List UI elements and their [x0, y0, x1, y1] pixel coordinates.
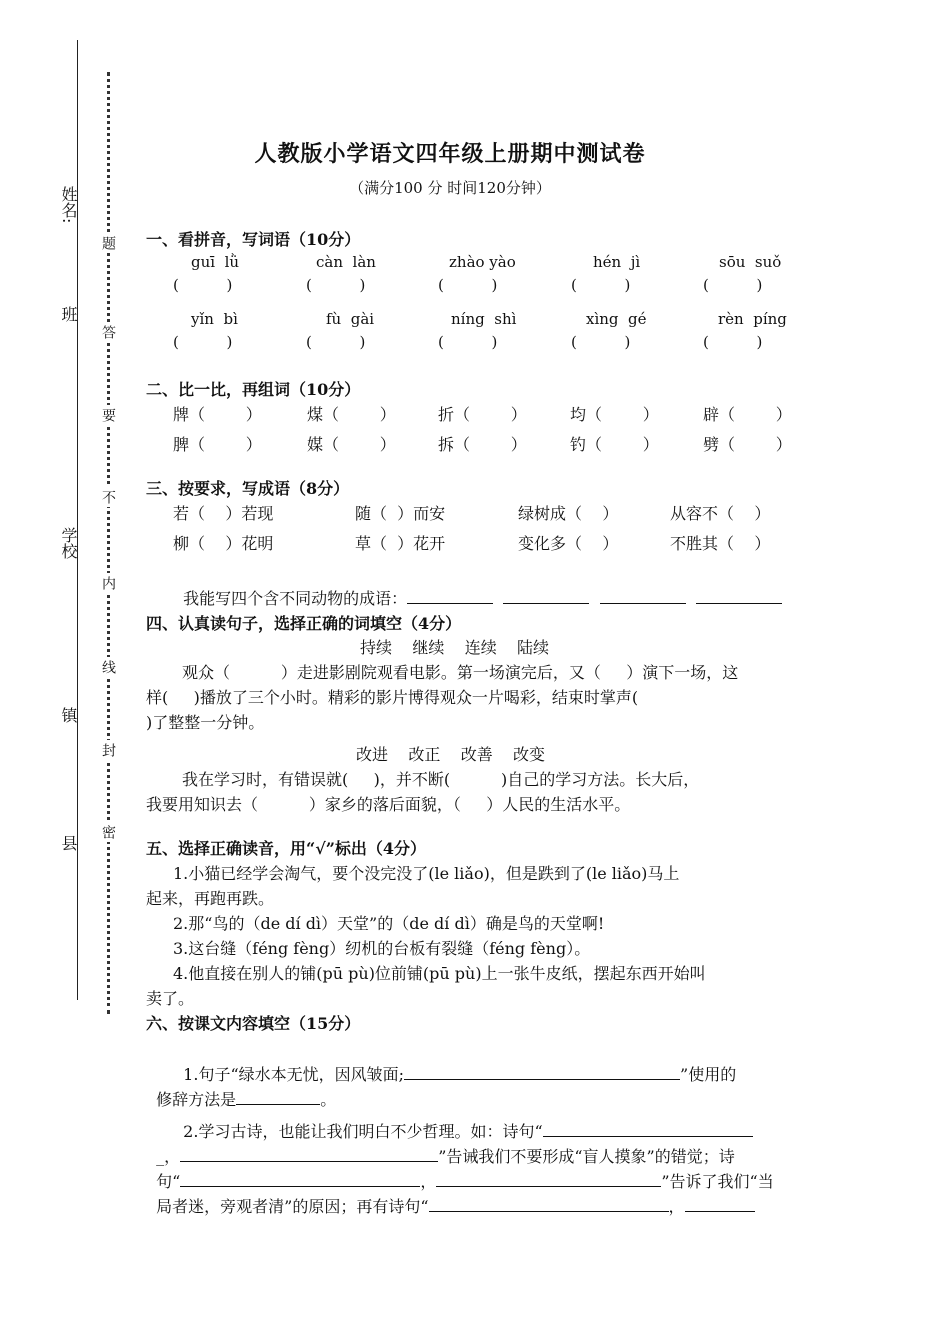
passage-1-line-2: 样( )播放了三个小时。精彩的影片博得观众一片喝彩，结束时掌声(	[146, 688, 639, 707]
answer-blank[interactable]	[404, 1063, 680, 1080]
seal-dotted-line	[107, 72, 110, 1014]
seal-char-yao: 要	[101, 405, 115, 425]
answer-blank[interactable]: ( )	[571, 333, 631, 351]
idiom-item[interactable]: 从容不（ ）	[670, 504, 771, 523]
passage-2-line-2: 我要用知识去（ ）家乡的落后面貌，（ ）人民的生活水平。	[146, 795, 631, 814]
answer-blank[interactable]: ( )	[306, 333, 366, 351]
compare-item[interactable]: 辟（ ）	[703, 405, 792, 424]
section-5-heading: 五、选择正确读音，用“√”标出（4分）	[146, 839, 427, 858]
pronunciation-q3[interactable]: 3.这台缝（féng fèng）纫机的台板有裂缝（féng fèng）。	[173, 939, 591, 958]
idiom-item[interactable]: 不胜其（ ）	[670, 534, 771, 553]
class-label: 班	[59, 306, 78, 322]
fill-q2-text: ，	[420, 1172, 437, 1191]
compare-item[interactable]: 拆（ ）	[438, 435, 527, 454]
compare-item[interactable]: 劈（ ）	[703, 435, 792, 454]
fill-q2-text: 2.学习古诗，也能让我们明白不少哲理。如：诗句“	[183, 1122, 543, 1141]
seal-char-mi: 密	[101, 822, 115, 842]
compare-item[interactable]: 脾（ ）	[173, 435, 262, 454]
county-label: 县	[59, 835, 78, 851]
pinyin-item: zhào yào	[449, 253, 516, 271]
answer-blank[interactable]: ( )	[438, 276, 498, 294]
word-choices-2: 改进 改正 改善 改变	[356, 745, 546, 764]
seal-char-da: 答	[101, 322, 115, 342]
name-label: 姓名:	[59, 186, 78, 224]
pinyin-item: xìng gé	[586, 310, 647, 328]
answer-blank[interactable]: ( )	[173, 276, 233, 294]
passage-1-line-1: 观众（ ）走进影剧院观看电影。第一场演完后，又（ ）演下一场，这	[182, 663, 739, 682]
passage-2-line-1: 我在学习时，有错误就( )，并不断( )自己的学习方法。长大后，	[182, 770, 700, 789]
fill-q2-text: ”告诉了我们“当	[661, 1172, 774, 1191]
fill-q1-text: 修辞方法是	[156, 1090, 237, 1109]
pronunciation-q2[interactable]: 2.那“鸟的（de dí dì）天堂”的（de dí dì）确是鸟的天堂啊!	[173, 914, 605, 933]
town-label: 镇	[59, 707, 78, 723]
answer-blank[interactable]: ( )	[438, 333, 498, 351]
fill-q2-text: ，	[668, 1197, 685, 1216]
compare-item[interactable]: 折（ ）	[438, 405, 527, 424]
pinyin-item: yǐn bì	[191, 310, 238, 328]
pronunciation-q1-line-2: 起来，再跑再跌。	[146, 889, 275, 908]
section-3-heading: 三、按要求，写成语（8分）	[146, 479, 350, 498]
answer-blank[interactable]: ( )	[703, 276, 763, 294]
seal-char-ti: 题	[101, 233, 115, 253]
school-label: 学校	[59, 527, 78, 559]
fill-q2-text: 句“	[156, 1172, 181, 1191]
animal-idiom-line	[173, 567, 782, 609]
answer-blank[interactable]: ( )	[306, 276, 366, 294]
section-4-heading: 四、认真读句子，选择正确的词填空（4分）	[146, 614, 462, 633]
answer-blank[interactable]	[685, 1195, 755, 1212]
idiom-item[interactable]: 变化多（ ）	[518, 534, 619, 553]
idiom-item[interactable]: 随（ ）而安	[355, 504, 446, 523]
passage-1-line-3: )了整整一分钟。	[146, 713, 265, 732]
compare-item[interactable]: 煤（ ）	[307, 405, 396, 424]
section-2-heading: 二、比一比，再组词（10分）	[146, 380, 361, 399]
fill-q1-text: ”使用的	[680, 1065, 737, 1084]
fill-q2-text: _，	[156, 1147, 181, 1166]
compare-item[interactable]: 钓（ ）	[570, 435, 659, 454]
answer-blank[interactable]: ( )	[571, 276, 631, 294]
fill-q2-text: ”告诫我们不要形成“盲人摸象”的错觉；诗	[438, 1147, 735, 1166]
pinyin-item: rèn píng	[718, 310, 787, 328]
compare-item[interactable]: 媒（ ）	[307, 435, 396, 454]
answer-blank[interactable]	[429, 1195, 669, 1212]
fill-q2-text: 局者迷，旁观者清”的原因；再有诗句“	[156, 1197, 429, 1216]
seal-char-nei: 内	[101, 573, 115, 593]
compare-item[interactable]: 牌（ ）	[173, 405, 262, 424]
pronunciation-q4-line-2: 卖了。	[146, 989, 195, 1008]
page-title: 人教版小学语文四年级上册期中测试卷	[254, 141, 646, 167]
page-subtitle: （满分100 分 时间120分钟）	[349, 179, 551, 197]
idiom-item[interactable]: 草（ ）花开	[355, 534, 446, 553]
section-6-heading: 六、按课文内容填空（15分）	[146, 1014, 361, 1033]
seal-char-feng: 封	[101, 740, 115, 760]
idiom-item[interactable]: 柳（ ）花明	[173, 534, 274, 553]
answer-blank[interactable]	[407, 587, 493, 604]
fill-q2-line-4	[146, 1175, 755, 1217]
seal-char-bu: 不	[101, 487, 115, 507]
pinyin-item: fù gài	[326, 310, 375, 328]
answer-blank[interactable]	[696, 587, 782, 604]
idiom-item[interactable]: 绿树成（ ）	[518, 504, 619, 523]
answer-blank[interactable]: ( )	[703, 333, 763, 351]
pronunciation-q1-line-1[interactable]: 1.小猫已经学会淘气，要个没完没了(le liǎo)，但是跌到了(le liǎo)马上	[173, 864, 680, 883]
pinyin-item: hén jì	[593, 253, 641, 271]
compare-item[interactable]: 均（ ）	[570, 405, 659, 424]
animal-idiom-prompt: 我能写四个含不同动物的成语：	[183, 589, 408, 608]
pinyin-item: guī lǜ	[191, 253, 240, 271]
pinyin-item: càn làn	[316, 253, 376, 271]
idiom-item[interactable]: 若（ ）若现	[173, 504, 274, 523]
section-1-heading: 一、看拼音，写词语（10分）	[146, 230, 361, 249]
fill-q1-text: 1.句子“绿水本无忧，因风皱面;	[183, 1065, 405, 1084]
fill-q1-text: 。	[320, 1090, 337, 1109]
answer-blank[interactable]	[600, 587, 686, 604]
seal-char-xian: 线	[101, 657, 115, 677]
pinyin-item: sōu suǒ	[719, 253, 782, 271]
pronunciation-q4-line-1[interactable]: 4.他直接在别人的铺(pū pù)位前铺(pū pù)上一张牛皮纸，摆起东西开始叫	[173, 964, 706, 983]
answer-blank[interactable]: ( )	[173, 333, 233, 351]
pinyin-item: níng shì	[451, 310, 517, 328]
answer-blank[interactable]	[503, 587, 589, 604]
word-choices-1: 持续 继续 连续 陆续	[360, 638, 550, 657]
